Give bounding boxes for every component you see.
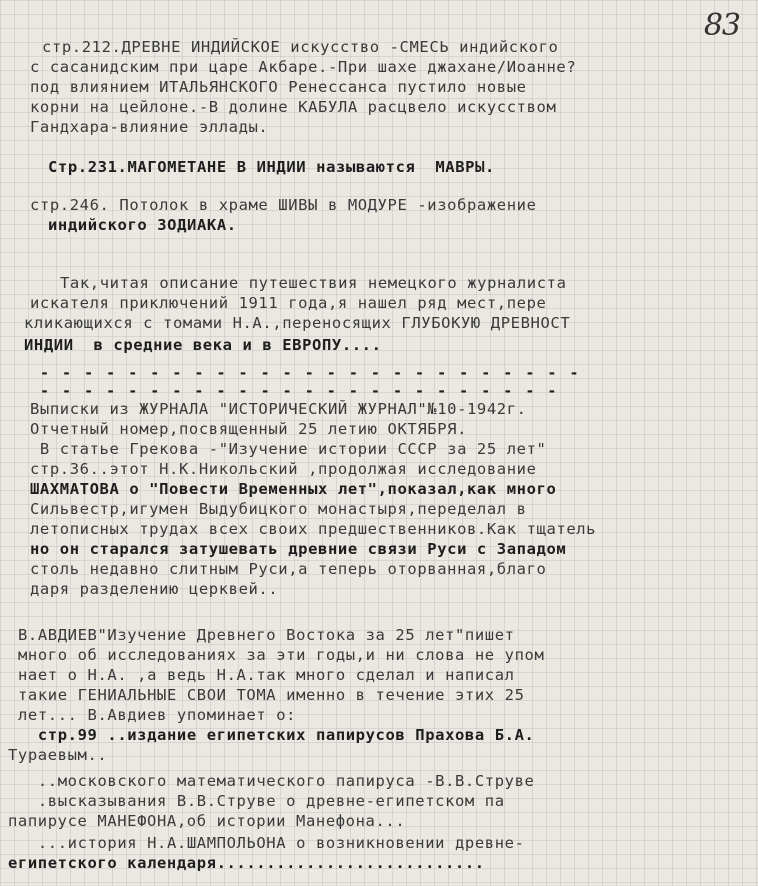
- text-line: кликающихся с томами Н.А.,переносящих ГЛУБОКУЮ ДРЕВНОСТ: [24, 314, 571, 332]
- text-line: даря разделению церквей..: [30, 580, 279, 598]
- text-line: но он старался затушевать древние связи Руси с Западом: [30, 540, 567, 558]
- text-line: стр.212.ДРЕВНЕ ИНДИЙСКОЕ искусство -СМЕСЬ индийского: [42, 38, 559, 56]
- text-line: лет... В.Авдиев упоминает о:: [18, 706, 297, 724]
- text-line: Стр.231.МАГОМЕТАНЕ В ИНДИИ называются МАВРЫ.: [48, 158, 495, 176]
- text-line: ..московского математического папируса -В.В.Струве: [18, 772, 535, 790]
- text-line: ...история Н.А.ШАМПОЛЬОНА о возникновении древне-: [18, 834, 525, 852]
- text-line: столь недавно слитным Руси,а теперь оторванная,благо: [30, 560, 547, 578]
- text-line: .высказывания В.В.Струве о древне-египетском па: [18, 792, 505, 810]
- separator-dashes: - - - - - - - - - - - - - - - - - - - - - - - - -: [40, 364, 581, 382]
- text-line: летописных трудах всех своих предшественников.Как тщатель: [30, 520, 597, 538]
- text-line: Выписки из ЖУРНАЛА "ИСТОРИЧЕСКИЙ ЖУРНАЛ"№10-1942г.: [30, 400, 527, 418]
- text-line: искателя приключений 1911 года,я нашел ряд мест,пере: [30, 294, 547, 312]
- text-line: корни на цейлоне.-В долине КАБУЛА расцвело искусством: [30, 98, 557, 116]
- text-line: стр.36..этот Н.К.Никольский ,продолжая исследование: [30, 460, 537, 478]
- text-line: нает о Н.А. ,а ведь Н.А.так много сделал и написал: [18, 666, 515, 684]
- text-line: Гандхара-влияние эллады.: [30, 118, 269, 136]
- text-line: много об исследованиях за эти годы,и ни слова не упом: [18, 646, 545, 664]
- separator-dashes: - - - - - - - - - - - - - - - - - - - - - - - -: [40, 382, 559, 400]
- text-line: папирусе МАНЕФОНА,об истории Манефона...: [8, 812, 406, 830]
- text-line: Отчетный номер,посвященный 25 летию ОКТЯБРЯ.: [30, 420, 467, 438]
- text-line: с сасанидским при царе Акбаре.-При шахе джахане/Иоанне?: [30, 58, 577, 76]
- text-line: Тураевым..: [8, 746, 108, 764]
- page-number: 83: [703, 8, 740, 43]
- text-line: Сильвестр,игумен Выдубицкого монастыря,переделал в: [30, 500, 527, 518]
- text-line: стр.99 ..издание египетских папирусов Прахова Б.А.: [18, 726, 535, 744]
- text-line: В.АВДИЕВ"Изучение Древнего Востока за 25 лет"пишет: [18, 626, 515, 644]
- text-line: египетского календаря...........................: [8, 854, 485, 872]
- text-line: индийского ЗОДИАКА.: [48, 216, 237, 234]
- text-line: такие ГЕНИАЛЬНЫЕ СВОИ ТОМА именно в течение этих 25: [18, 686, 525, 704]
- text-line: В статье Грекова -"Изучение истории СССР за 25 лет": [30, 440, 547, 458]
- text-line: Так,читая описание путешествия немецкого журналиста: [60, 274, 567, 292]
- text-line: ИНДИИ в средние века и в ЕВРОПУ....: [24, 336, 382, 354]
- text-line: под влиянием ИТАЛЬЯНСКОГО Ренессанса пустило новые: [30, 78, 527, 96]
- text-line: стр.246. Потолок в храме ШИВЫ в МОДУРЕ -изображение: [30, 196, 537, 214]
- text-line: ШАХМАТОВА о "Повести Временных лет",показал,как много: [30, 480, 557, 498]
